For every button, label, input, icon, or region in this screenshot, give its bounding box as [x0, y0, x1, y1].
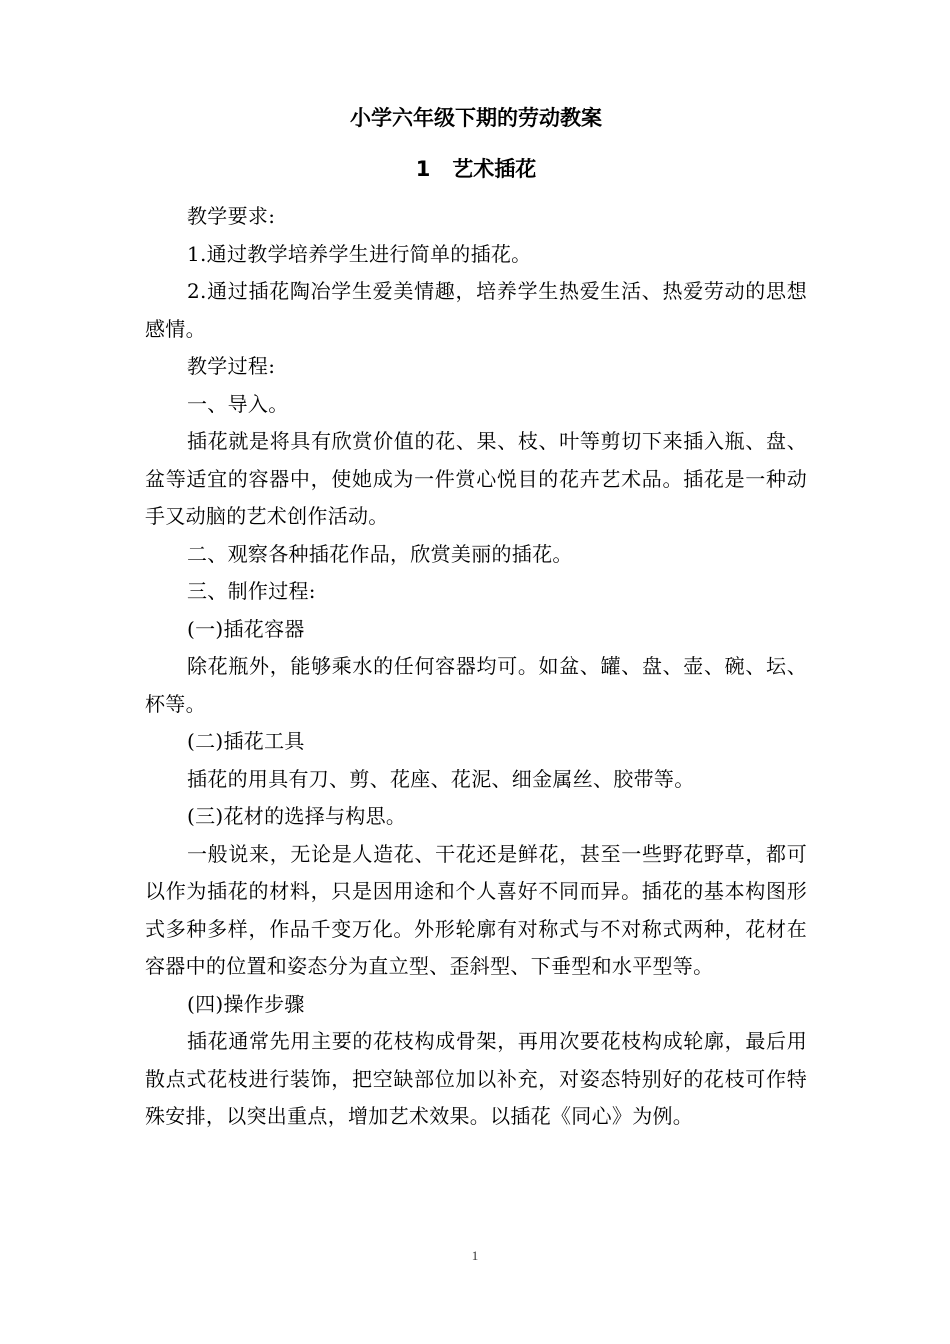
paragraph-section-intro-heading: 一、导入。 — [187, 391, 289, 416]
paragraph-tools-body: 插花的用具有刀、剪、花座、花泥、细金属丝、胶带等。 — [187, 766, 695, 791]
paragraph-steps-body: 插花通常先用主要的花枝构成骨架，再用次要花枝构成轮廓，最后用散点式花枝进行装饰，把空缺部位加以补充，对姿态特别好的花枝可作特殊安排，以突出重点，增加艺术效果。以插花《同心》为例。 — [145, 1029, 807, 1128]
paragraph-section-process-heading: 三、制作过程: — [187, 579, 316, 603]
paragraph-subsection-steps-heading: (四)操作步骤 — [187, 991, 305, 1016]
paragraph-subsection-materials-heading: (三)花材的选择与构思。 — [187, 804, 407, 828]
paragraph-intro-body: 插花就是将具有欣赏价值的花、果、枝、叶等剪切下来插入瓶、盘、盆等适宜的容器中，使她成为一件赏心悦目的花卉艺术品。插花是一种动手又动脑的艺术创作活动。 — [145, 429, 807, 528]
paragraph-subsection-tools-heading: (二)插花工具 — [187, 729, 305, 753]
paragraph-teaching-process-heading: 教学过程: — [187, 354, 276, 378]
paragraph-materials-body: 一般说来，无论是人造花、干花还是鲜花，甚至一些野花野草，都可以作为插花的材料，只是因用途和个人喜好不同而异。插花的基本构图形式多种多样，作品千变万化。外形轮廓有对称式与不对称式两种，花材在容器中的位置和姿态分为直立型、歪斜型、下垂型和水平型等。 — [145, 841, 807, 978]
paragraph-teaching-requirements-heading: 教学要求: — [187, 204, 276, 228]
paragraph-section-observe: 二、观察各种插花作品，欣赏美丽的插花。 — [187, 541, 573, 566]
document-title: 小学六年级下期的劳动教案 — [350, 106, 602, 130]
paragraph-subsection-containers-heading: (一)插花容器 — [187, 616, 305, 641]
lesson-title: 1 艺术插花 — [415, 157, 537, 181]
paragraph-containers-body: 除花瓶外，能够乘水的任何容器均可。如盆、罐、盘、壶、碗、坛、杯等。 — [145, 654, 807, 716]
page-number: 1 — [471, 1248, 479, 1263]
document-body — [145, 96, 807, 1136]
paragraph-requirement-2: 2.通过插花陶冶学生爱美情趣，培养学生热爱生活、热爱劳动的思想感情。 — [145, 279, 807, 341]
paragraph-requirement-1: 1.通过教学培养学生进行简单的插花。 — [187, 241, 532, 266]
